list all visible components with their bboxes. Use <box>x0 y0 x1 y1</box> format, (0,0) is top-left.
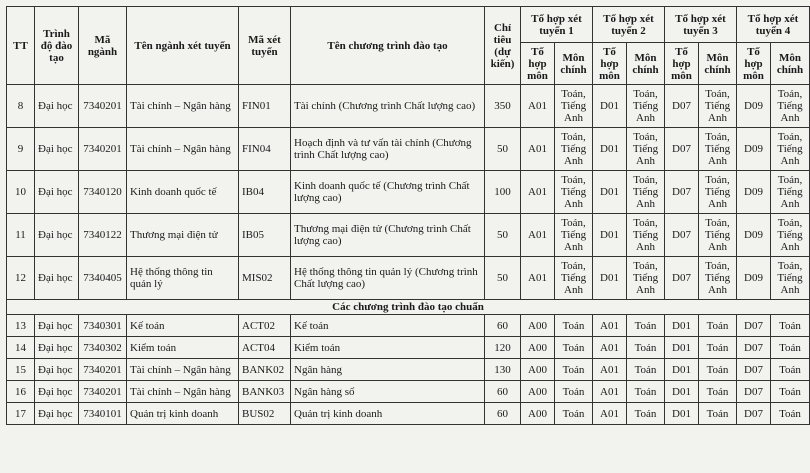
cell-t1: A01 <box>521 128 555 171</box>
cell-m4: Toán, Tiếng Anh <box>771 171 810 214</box>
cell-tt: 10 <box>7 171 35 214</box>
table-row <box>7 257 810 300</box>
cell-td: Đại học <box>35 403 79 425</box>
table-row <box>7 214 810 257</box>
cell-m3: Toán <box>699 381 737 403</box>
cell-nganh: Kế toán <box>127 315 239 337</box>
cell-m1: Toán, Tiếng Anh <box>555 85 593 128</box>
cell-m1: Toán, Tiếng Anh <box>555 171 593 214</box>
cell-mx: ACT02 <box>239 315 291 337</box>
cell-mx: IB04 <box>239 171 291 214</box>
cell-m2: Toán <box>627 337 665 359</box>
cell-chi: 60 <box>485 381 521 403</box>
admission-table <box>6 6 810 425</box>
cell-t2: A01 <box>593 381 627 403</box>
cell-nganh: Tài chính – Ngân hàng <box>127 359 239 381</box>
header-th1: Tổ hợp xét tuyển 1 <box>521 7 593 43</box>
cell-m3: Toán <box>699 359 737 381</box>
header-to-hop: Tổ hợp môn <box>593 43 627 85</box>
cell-t2: D01 <box>593 171 627 214</box>
cell-ma: 7340101 <box>79 403 127 425</box>
table-row <box>7 337 810 359</box>
cell-tt: 14 <box>7 337 35 359</box>
header-ma-nganh: Mã ngành <box>79 7 127 85</box>
cell-m4: Toán <box>771 315 810 337</box>
header-chi-tieu: Chỉ tiêu (dự kiến) <box>485 7 521 85</box>
cell-m3: Toán, Tiếng Anh <box>699 128 737 171</box>
cell-t4: D09 <box>737 128 771 171</box>
cell-ct: Kinh doanh quốc tế (Chương trình Chất lượng cao) <box>291 171 485 214</box>
cell-mx: FIN01 <box>239 85 291 128</box>
cell-m2: Toán, Tiếng Anh <box>627 171 665 214</box>
cell-nganh: Hệ thống thông tin quản lý <box>127 257 239 300</box>
cell-tt: 11 <box>7 214 35 257</box>
cell-chi: 60 <box>485 315 521 337</box>
table-row <box>7 85 810 128</box>
cell-t2: A01 <box>593 403 627 425</box>
cell-tt: 8 <box>7 85 35 128</box>
cell-ct: Hệ thống thông tin quản lý (Chương trình Chất lượng cao) <box>291 257 485 300</box>
cell-t4: D09 <box>737 85 771 128</box>
cell-chi: 130 <box>485 359 521 381</box>
cell-t3: D07 <box>665 214 699 257</box>
cell-m4: Toán, Tiếng Anh <box>771 214 810 257</box>
cell-t2: A01 <box>593 359 627 381</box>
table-row <box>7 359 810 381</box>
table-row <box>7 381 810 403</box>
cell-t4: D09 <box>737 171 771 214</box>
cell-chi: 50 <box>485 257 521 300</box>
cell-t1: A01 <box>521 214 555 257</box>
cell-mx: BANK03 <box>239 381 291 403</box>
cell-m1: Toán, Tiếng Anh <box>555 257 593 300</box>
cell-m2: Toán <box>627 359 665 381</box>
cell-t1: A00 <box>521 337 555 359</box>
cell-t2: A01 <box>593 315 627 337</box>
cell-t3: D07 <box>665 85 699 128</box>
header-to-hop: Tổ hợp môn <box>521 43 555 85</box>
cell-t1: A00 <box>521 359 555 381</box>
cell-m3: Toán, Tiếng Anh <box>699 257 737 300</box>
cell-t3: D01 <box>665 315 699 337</box>
cell-mx: IB05 <box>239 214 291 257</box>
cell-t4: D09 <box>737 257 771 300</box>
header-to-hop: Tổ hợp môn <box>665 43 699 85</box>
cell-m1: Toán, Tiếng Anh <box>555 128 593 171</box>
cell-m4: Toán <box>771 337 810 359</box>
cell-t2: D01 <box>593 85 627 128</box>
table-row <box>7 403 810 425</box>
cell-t2: D01 <box>593 214 627 257</box>
cell-ma: 7340201 <box>79 85 127 128</box>
cell-td: Đại học <box>35 381 79 403</box>
cell-ma: 7340201 <box>79 381 127 403</box>
cell-chi: 60 <box>485 403 521 425</box>
cell-m3: Toán, Tiếng Anh <box>699 171 737 214</box>
cell-td: Đại học <box>35 171 79 214</box>
cell-td: Đại học <box>35 337 79 359</box>
cell-ct: Ngân hàng <box>291 359 485 381</box>
cell-ma: 7340120 <box>79 171 127 214</box>
cell-m4: Toán <box>771 359 810 381</box>
cell-m2: Toán, Tiếng Anh <box>627 257 665 300</box>
cell-m2: Toán <box>627 381 665 403</box>
cell-t4: D07 <box>737 403 771 425</box>
table-row <box>7 315 810 337</box>
cell-nganh: Tài chính – Ngân hàng <box>127 381 239 403</box>
cell-td: Đại học <box>35 214 79 257</box>
header-mon-chinh: Môn chính <box>771 43 810 85</box>
cell-tt: 15 <box>7 359 35 381</box>
cell-m1: Toán <box>555 381 593 403</box>
cell-m2: Toán, Tiếng Anh <box>627 85 665 128</box>
table-row <box>7 128 810 171</box>
cell-m3: Toán <box>699 315 737 337</box>
cell-ct: Tài chính (Chương trình Chất lượng cao) <box>291 85 485 128</box>
cell-t1: A01 <box>521 171 555 214</box>
cell-t4: D07 <box>737 381 771 403</box>
cell-m1: Toán <box>555 337 593 359</box>
cell-nganh: Quản trị kinh doanh <box>127 403 239 425</box>
cell-t1: A00 <box>521 381 555 403</box>
cell-mx: MIS02 <box>239 257 291 300</box>
cell-tt: 16 <box>7 381 35 403</box>
cell-ct: Kế toán <box>291 315 485 337</box>
cell-m3: Toán, Tiếng Anh <box>699 214 737 257</box>
header-ten-nganh: Tên ngành xét tuyển <box>127 7 239 85</box>
cell-t3: D07 <box>665 257 699 300</box>
cell-t1: A01 <box>521 85 555 128</box>
cell-m3: Toán <box>699 337 737 359</box>
cell-m1: Toán <box>555 315 593 337</box>
header-mon-chinh: Môn chính <box>699 43 737 85</box>
cell-ma: 7340405 <box>79 257 127 300</box>
header-trinh-do: Trình độ đào tạo <box>35 7 79 85</box>
cell-t4: D07 <box>737 359 771 381</box>
cell-td: Đại học <box>35 315 79 337</box>
cell-nganh: Kinh doanh quốc tế <box>127 171 239 214</box>
cell-t2: A01 <box>593 337 627 359</box>
cell-m4: Toán, Tiếng Anh <box>771 128 810 171</box>
cell-td: Đại học <box>35 85 79 128</box>
cell-mx: ACT04 <box>239 337 291 359</box>
cell-t2: D01 <box>593 257 627 300</box>
cell-t3: D01 <box>665 381 699 403</box>
cell-ma: 7340302 <box>79 337 127 359</box>
cell-mx: FIN04 <box>239 128 291 171</box>
section-title: Các chương trình đào tạo chuẩn <box>7 300 810 315</box>
header-ten-ct: Tên chương trình đào tạo <box>291 7 485 85</box>
cell-t3: D07 <box>665 171 699 214</box>
header-th2: Tổ hợp xét tuyển 2 <box>593 7 665 43</box>
cell-t1: A01 <box>521 257 555 300</box>
cell-t4: D07 <box>737 315 771 337</box>
cell-t3: D01 <box>665 403 699 425</box>
cell-tt: 17 <box>7 403 35 425</box>
cell-chi: 50 <box>485 214 521 257</box>
cell-td: Đại học <box>35 257 79 300</box>
table-row <box>7 171 810 214</box>
cell-t1: A00 <box>521 403 555 425</box>
cell-ct: Quản trị kinh doanh <box>291 403 485 425</box>
cell-t4: D07 <box>737 337 771 359</box>
cell-ma: 7340122 <box>79 214 127 257</box>
cell-ma: 7340201 <box>79 128 127 171</box>
header-mon-chinh: Môn chính <box>627 43 665 85</box>
cell-chi: 100 <box>485 171 521 214</box>
cell-m4: Toán, Tiếng Anh <box>771 85 810 128</box>
cell-m1: Toán <box>555 359 593 381</box>
cell-t3: D01 <box>665 337 699 359</box>
header-to-hop: Tổ hợp môn <box>737 43 771 85</box>
cell-ma: 7340201 <box>79 359 127 381</box>
cell-ma: 7340301 <box>79 315 127 337</box>
cell-t3: D01 <box>665 359 699 381</box>
cell-m4: Toán <box>771 403 810 425</box>
cell-td: Đại học <box>35 128 79 171</box>
cell-nganh: Kiểm toán <box>127 337 239 359</box>
cell-ct: Hoạch định và tư vấn tài chính (Chương trình Chất lượng cao) <box>291 128 485 171</box>
cell-chi: 350 <box>485 85 521 128</box>
cell-m4: Toán, Tiếng Anh <box>771 257 810 300</box>
cell-nganh: Tài chính – Ngân hàng <box>127 128 239 171</box>
header-ma-xet: Mã xét tuyển <box>239 7 291 85</box>
header-mon-chinh: Môn chính <box>555 43 593 85</box>
cell-td: Đại học <box>35 359 79 381</box>
cell-mx: BUS02 <box>239 403 291 425</box>
cell-m3: Toán, Tiếng Anh <box>699 85 737 128</box>
cell-tt: 9 <box>7 128 35 171</box>
cell-t3: D07 <box>665 128 699 171</box>
header-th3: Tổ hợp xét tuyển 3 <box>665 7 737 43</box>
cell-ct: Thương mại điện tử (Chương trình Chất lượng cao) <box>291 214 485 257</box>
cell-m2: Toán, Tiếng Anh <box>627 214 665 257</box>
cell-chi: 50 <box>485 128 521 171</box>
cell-t1: A00 <box>521 315 555 337</box>
cell-tt: 12 <box>7 257 35 300</box>
cell-m2: Toán, Tiếng Anh <box>627 128 665 171</box>
cell-m2: Toán <box>627 403 665 425</box>
cell-nganh: Thương mại điện tử <box>127 214 239 257</box>
cell-tt: 13 <box>7 315 35 337</box>
cell-ct: Kiểm toán <box>291 337 485 359</box>
cell-m2: Toán <box>627 315 665 337</box>
cell-m3: Toán <box>699 403 737 425</box>
cell-ct: Ngân hàng số <box>291 381 485 403</box>
cell-m4: Toán <box>771 381 810 403</box>
cell-chi: 120 <box>485 337 521 359</box>
cell-m1: Toán, Tiếng Anh <box>555 214 593 257</box>
header-tt: TT <box>7 7 35 85</box>
cell-m1: Toán <box>555 403 593 425</box>
cell-mx: BANK02 <box>239 359 291 381</box>
header-th4: Tổ hợp xét tuyển 4 <box>737 7 810 43</box>
cell-t2: D01 <box>593 128 627 171</box>
cell-nganh: Tài chính – Ngân hàng <box>127 85 239 128</box>
cell-t4: D09 <box>737 214 771 257</box>
